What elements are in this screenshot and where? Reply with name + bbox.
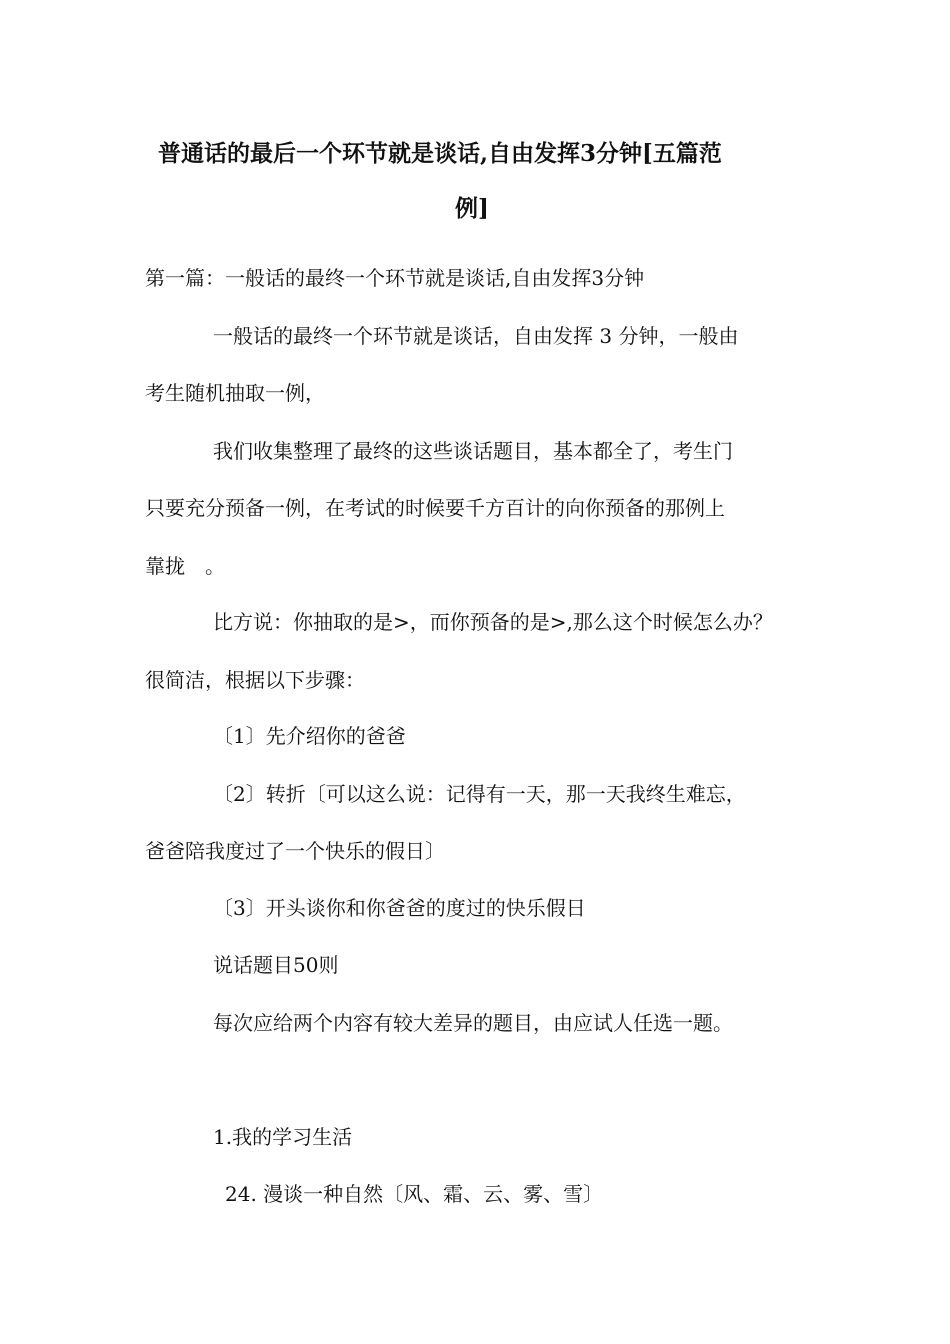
paragraph-line: 很简洁，根据以下步骤： xyxy=(145,668,365,692)
topic-item: 24. 漫谈一种自然〔风、霜、云、雾、雪〕 xyxy=(225,1182,604,1206)
paragraph-line: 只要充分预备一例，在考试的时候要千方百计的向你预备的那例上 xyxy=(145,496,725,520)
document-title-line-2: 例] xyxy=(455,195,489,222)
list-item: 〔3〕开头谈你和你爸爸的度过的快乐假日 xyxy=(213,896,586,920)
paragraph-line: 我们收集整理了最终的这些谈话题目，基本都全了，考生门 xyxy=(213,439,733,463)
paragraph-line: 考生随机抽取一例， xyxy=(145,381,325,405)
list-item: 〔1〕先介绍你的爸爸 xyxy=(213,724,406,748)
section-heading: 第一篇：一般话的最终一个环节就是谈话,自由发挥3分钟 xyxy=(145,266,645,290)
document-title-line-1: 普通话的最后一个环节就是谈话,自由发挥3分钟[五篇范 xyxy=(158,140,722,167)
list-item: 〔2〕转折〔可以这么说：记得有一天，那一天我终生难忘， xyxy=(213,782,746,806)
paragraph-line: 一般话的最终一个环节就是谈话，自由发挥 3 分钟，一般由 xyxy=(213,324,739,348)
topic-item: 1.我的学习生活 xyxy=(213,1125,353,1149)
paragraph-line: 靠拢 。 xyxy=(145,554,225,578)
paragraph-line: 比方说：你抽取的是>，而你预备的是>,那么这个时候怎么办？ xyxy=(213,610,773,634)
paragraph-line: 每次应给两个内容有较大差异的题目，由应试人任选一题。 xyxy=(213,1011,733,1035)
paragraph-line: 爸爸陪我度过了一个快乐的假日〕 xyxy=(145,839,445,863)
subheading: 说话题目50则 xyxy=(213,953,339,977)
